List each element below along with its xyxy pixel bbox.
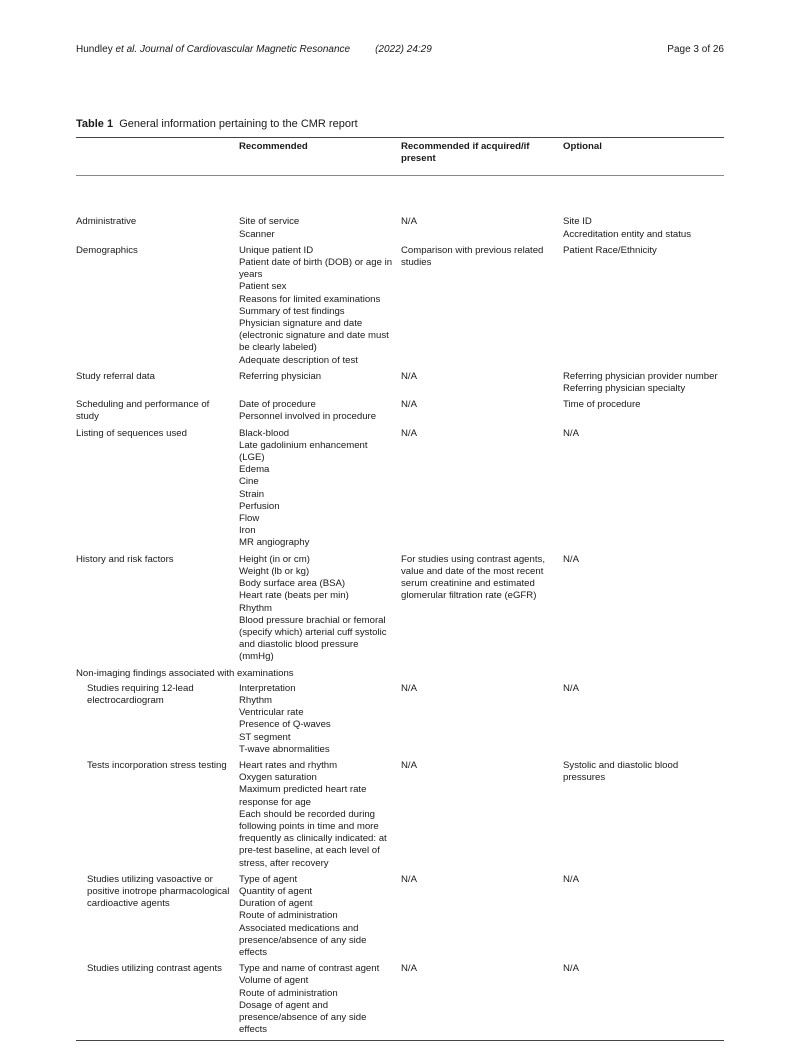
journal-name: Journal of Cardiovascular Magnetic Resonance (137, 44, 351, 55)
optional-cell (563, 760, 724, 874)
cell-line: N/A (401, 759, 417, 771)
column-header-recommended-if-acquired: Recommended if acquired/if present (401, 141, 530, 165)
cell-line: Perfusion (239, 500, 280, 512)
cell-line: Date of procedure (239, 399, 316, 411)
row-label: Studies utilizing vasoactive or positive inotrope pharmacological cardioactive agents (87, 873, 230, 910)
cell-line: Comparison with previous related studies (401, 244, 544, 269)
recommended-cell (239, 371, 401, 399)
table-row (76, 371, 724, 399)
cell-line: Scanner (239, 228, 275, 240)
cell-line: Quantity of agent (239, 885, 313, 897)
cell-line: Rhythm (239, 602, 273, 614)
table-row (76, 963, 724, 1040)
table-row (76, 428, 724, 554)
recommended-if-acquired-cell (401, 176, 563, 245)
cell-line: N/A (401, 216, 417, 228)
row-label: History and risk factors (76, 553, 174, 565)
cell-line: T-wave abnormalities (239, 743, 330, 755)
cell-line: Cine (239, 476, 259, 488)
cell-line: N/A (401, 399, 417, 411)
cell-line: Site ID (563, 216, 592, 228)
cell-line: Oxygen saturation (239, 772, 317, 784)
table-caption (76, 118, 358, 130)
row-label: Study referral data (76, 370, 155, 382)
table-row (76, 245, 724, 371)
recommended-if-acquired-cell (401, 399, 563, 427)
cell-line: Personnel involved in procedure (239, 411, 377, 423)
column-header-optional: Optional (563, 141, 602, 152)
recommended-if-acquired-cell (401, 683, 563, 760)
row-label: Demographics (76, 244, 138, 256)
recommended-if-acquired-cell (401, 428, 563, 554)
cell-line: Unique patient ID (239, 244, 314, 256)
recommended-cell (239, 399, 401, 427)
cell-line: N/A (563, 682, 579, 694)
cell-line: Site of service (239, 216, 300, 228)
recommended-if-acquired-cell (401, 245, 563, 371)
optional-cell (563, 176, 724, 245)
table-row (76, 760, 724, 874)
recommended-if-acquired-cell (401, 760, 563, 874)
cell-line: Adequate description of test (239, 354, 358, 366)
cell-line: N/A (401, 427, 417, 439)
optional-cell (563, 554, 724, 668)
cell-line: Time of procedure (563, 399, 641, 411)
optional-cell (563, 683, 724, 760)
cell-line: N/A (563, 873, 579, 885)
recommended-if-acquired-cell (401, 874, 563, 963)
cell-line: Late gadolinium enhancement (LGE) (239, 439, 368, 464)
cell-line: Blood pressure brachial or femoral (specify which) arterial cuff systolic and diastolic blood pressure (mmHg) (239, 614, 387, 663)
optional-cell (563, 874, 724, 963)
cell-line: Referring physician (239, 370, 322, 382)
volume-info: (2022) 24:29 (375, 44, 432, 55)
cell-line: Heart rates and rhythm (239, 759, 338, 771)
cell-line: N/A (563, 553, 579, 565)
cell-line: Interpretation (239, 682, 296, 694)
table-header-row (76, 138, 724, 176)
cell-line: Patient date of birth (DOB) or age in years (239, 257, 393, 281)
cmr-report-table (76, 138, 724, 1040)
cell-line: Route of administration (239, 987, 338, 999)
row-label: Tests incorporation stress testing (87, 759, 227, 771)
cell-line: Patient sex (239, 281, 287, 293)
section-row (76, 668, 724, 683)
cell-line: N/A (401, 370, 417, 382)
cell-line: For studies using contrast agents, value and date of the most recent serum creatinine and estimated glomerular filtration rate (eGFR) (401, 553, 545, 602)
cell-line: Ventricular rate (239, 707, 304, 719)
cell-line: Systolic and diastolic blood pressures (563, 759, 679, 784)
cell-line: N/A (563, 963, 579, 975)
recommended-if-acquired-cell (401, 554, 563, 668)
cell-line: N/A (401, 963, 417, 975)
recommended-cell (239, 760, 401, 874)
cell-line: Referring physician provider number (563, 370, 718, 382)
optional-cell (563, 245, 724, 371)
table-body (76, 176, 724, 1041)
cell-line: Rhythm (239, 694, 273, 706)
optional-cell (563, 428, 724, 554)
table-row (76, 399, 724, 427)
cell-line: Strain (239, 488, 265, 500)
et-al: et al. (112, 44, 138, 55)
column-header-category (76, 138, 239, 176)
table-row (76, 176, 724, 245)
cell-line: Type of agent (239, 873, 298, 885)
optional-cell (563, 963, 724, 1040)
row-label: Studies utilizing contrast agents (87, 963, 222, 975)
running-header (76, 44, 724, 58)
recommended-cell (239, 874, 401, 963)
authors: Hundley (76, 44, 113, 55)
table-row (76, 683, 724, 760)
cell-line: Route of administration (239, 910, 338, 922)
cell-line: Weight (lb or kg) (239, 565, 310, 577)
cell-line: Body surface area (BSA) (239, 578, 346, 590)
cell-line: Each should be recorded during following points in time and more frequently as clinically indicated: at pre-test baseline, at each level of stress, after recovery (239, 808, 387, 869)
cell-line: Duration of agent (239, 898, 313, 910)
recommended-cell (239, 428, 401, 554)
cell-line: Presence of Q-waves (239, 719, 331, 731)
cell-line: Iron (239, 525, 256, 537)
row-label: Scheduling and performance of study (76, 399, 210, 423)
page-number: Page 3 of 26 (667, 44, 724, 55)
cell-line: Black-blood (239, 427, 290, 439)
cell-line: Dosage of agent and presence/absence of any side effects (239, 999, 367, 1036)
recommended-cell (239, 963, 401, 1040)
citation (76, 44, 432, 55)
cell-line: Edema (239, 464, 270, 476)
cell-line: Associated medications and presence/absence of any side effects (239, 922, 367, 958)
cell-line: Type and name of contrast agent (239, 963, 380, 975)
cell-line: N/A (401, 873, 417, 885)
cell-line: Height (in or cm) (239, 553, 310, 565)
cell-line: ST segment (239, 731, 291, 743)
cell-line: Physician signature and date (electronic signature and date must be clearly labeled) (239, 318, 389, 354)
cell-line: N/A (401, 682, 417, 694)
cell-line: Referring physician specialty (563, 383, 686, 395)
recommended-cell (239, 683, 401, 760)
row-label: Listing of sequences used (76, 427, 187, 439)
table-label: Table 1 (76, 118, 114, 130)
column-header-recommended: Recommended (239, 141, 308, 152)
table-title: General information pertaining to the CMR report (119, 118, 358, 130)
cell-line: Heart rate (beats per min) (239, 590, 349, 602)
recommended-cell (239, 245, 401, 371)
cell-line: Patient Race/Ethnicity (563, 244, 657, 256)
cell-line: N/A (563, 427, 579, 439)
cell-line: Summary of test findings (239, 305, 345, 317)
table-row (76, 874, 724, 963)
row-label: Studies requiring 12-lead electrocardiogram (87, 682, 194, 706)
optional-cell (563, 399, 724, 427)
optional-cell (563, 371, 724, 399)
recommended-cell (239, 554, 401, 668)
table-row (76, 554, 724, 668)
recommended-if-acquired-cell (401, 963, 563, 1040)
cell-line: Volume of agent (239, 975, 309, 987)
row-label: Administrative (76, 216, 137, 228)
section-label: Non-imaging findings associated with examinations (76, 667, 294, 679)
recommended-cell (239, 176, 401, 245)
recommended-if-acquired-cell (401, 371, 563, 399)
table-container (76, 137, 724, 1041)
cell-line: Accreditation entity and status (563, 228, 691, 240)
cell-line: Flow (239, 513, 260, 525)
cell-line: Reasons for limited examinations (239, 293, 381, 305)
cell-line: Maximum predicted heart rate response for age (239, 784, 367, 808)
cell-line: MR angiography (239, 537, 310, 549)
